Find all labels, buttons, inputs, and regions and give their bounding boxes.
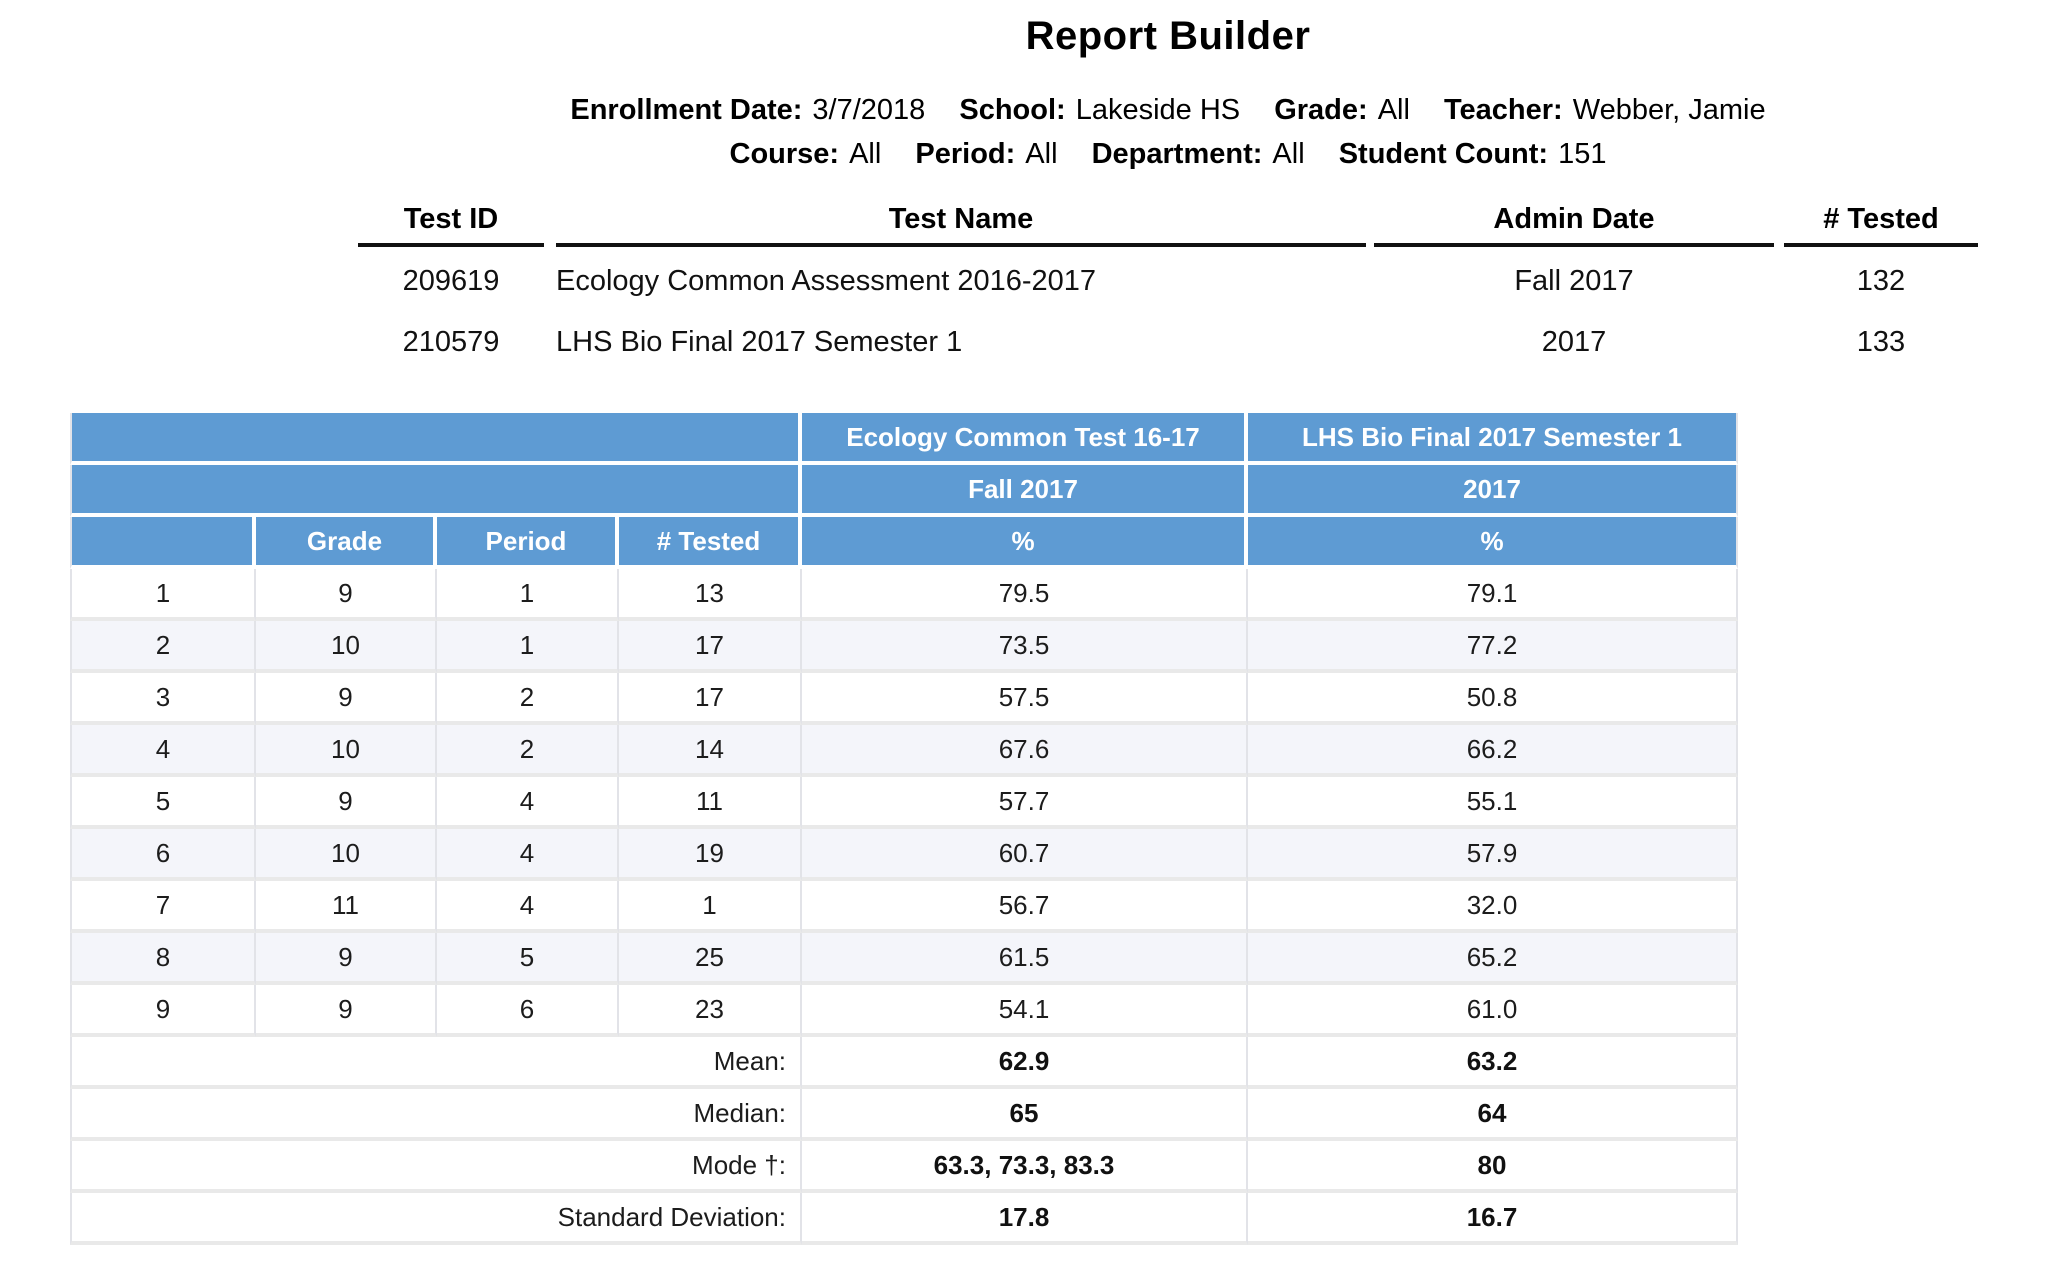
summary-label: Mode †: bbox=[70, 1141, 802, 1193]
meta-enrollment-date bbox=[570, 94, 925, 126]
grade-cell: 11 bbox=[256, 881, 437, 933]
column-gap bbox=[544, 202, 556, 245]
percent-test2-cell: 66.2 bbox=[1248, 725, 1738, 777]
header-spacer-cell bbox=[70, 413, 802, 465]
meta-label: School: bbox=[959, 94, 1066, 126]
tested-cell: 17 bbox=[619, 673, 802, 725]
test-list-header-test-id: Test ID bbox=[358, 202, 544, 245]
meta-label: Grade: bbox=[1274, 94, 1368, 126]
results-row bbox=[70, 985, 1738, 1037]
meta-grade bbox=[1274, 94, 1410, 126]
percent-test1-cell: 56.7 bbox=[802, 881, 1248, 933]
test-list-table bbox=[358, 202, 1978, 369]
tested-cell: 17 bbox=[619, 621, 802, 673]
results-row bbox=[70, 829, 1738, 881]
meta-label: Student Count: bbox=[1338, 138, 1549, 170]
percent-test1-cell: 60.7 bbox=[802, 829, 1248, 881]
column-gap bbox=[544, 307, 556, 369]
column-gap bbox=[1774, 245, 1784, 307]
test-list-row bbox=[358, 245, 1978, 307]
results-row bbox=[70, 933, 1738, 985]
grade-cell: 10 bbox=[256, 829, 437, 881]
grade-cell: 9 bbox=[256, 673, 437, 725]
summary-label: Median: bbox=[70, 1089, 802, 1141]
meta-label: Period: bbox=[915, 138, 1016, 170]
test-name: LHS Bio Final 2017 Semester 1 bbox=[556, 325, 963, 358]
meta-label: Enrollment Date: bbox=[570, 94, 803, 126]
header-percent-test2: % bbox=[1248, 517, 1738, 569]
row-number: 2 bbox=[70, 621, 256, 673]
meta-value: All bbox=[849, 138, 882, 170]
results-row bbox=[70, 621, 1738, 673]
percent-test2-cell: 77.2 bbox=[1248, 621, 1738, 673]
tested-cell: 13 bbox=[619, 569, 802, 621]
grade-cell: 9 bbox=[256, 569, 437, 621]
column-gap bbox=[1774, 307, 1784, 369]
row-number: 9 bbox=[70, 985, 256, 1037]
column-gap bbox=[1366, 245, 1374, 307]
grade-cell: 9 bbox=[256, 985, 437, 1037]
results-row bbox=[70, 569, 1738, 621]
header-grade: Grade bbox=[256, 517, 437, 569]
grade-cell: 9 bbox=[256, 933, 437, 985]
period-cell: 5 bbox=[437, 933, 619, 985]
results-row bbox=[70, 725, 1738, 777]
period-cell: 2 bbox=[437, 673, 619, 725]
row-number: 8 bbox=[70, 933, 256, 985]
percent-test2-cell: 79.1 bbox=[1248, 569, 1738, 621]
meta-label: Department: bbox=[1091, 138, 1263, 170]
percent-test1-cell: 54.1 bbox=[802, 985, 1248, 1037]
test-name: Ecology Common Assessment 2016-2017 bbox=[556, 264, 1097, 297]
header-percent-test1: % bbox=[802, 517, 1248, 569]
meta-label: Teacher: bbox=[1443, 94, 1563, 126]
period-cell: 1 bbox=[437, 569, 619, 621]
grade-cell: 10 bbox=[256, 621, 437, 673]
tested-cell: 23 bbox=[619, 985, 802, 1037]
meta-value: All bbox=[1025, 138, 1058, 170]
meta-department bbox=[1092, 138, 1305, 170]
tested-cell: 14 bbox=[619, 725, 802, 777]
summary-label: Standard Deviation: bbox=[70, 1193, 802, 1245]
test-admin-date: Fall 2017 bbox=[1514, 264, 1634, 297]
summary-label: Mean: bbox=[70, 1037, 802, 1089]
header-row-number bbox=[70, 517, 256, 569]
tested-cell: 11 bbox=[619, 777, 802, 829]
period-cell: 4 bbox=[437, 829, 619, 881]
results-table bbox=[70, 413, 1738, 1245]
summary-row-median bbox=[70, 1089, 1738, 1141]
row-number: 4 bbox=[70, 725, 256, 777]
percent-test2-cell: 61.0 bbox=[1248, 985, 1738, 1037]
summary-value-test1: 65 bbox=[802, 1089, 1248, 1141]
test-list-row bbox=[358, 307, 1978, 369]
header-period: Period bbox=[437, 517, 619, 569]
period-cell: 1 bbox=[437, 621, 619, 673]
percent-test1-cell: 79.5 bbox=[802, 569, 1248, 621]
percent-test1-cell: 57.7 bbox=[802, 777, 1248, 829]
results-row bbox=[70, 673, 1738, 725]
meta-value: Webber, Jamie bbox=[1572, 94, 1766, 126]
period-cell: 4 bbox=[437, 881, 619, 933]
grade-cell: 9 bbox=[256, 777, 437, 829]
percent-test2-cell: 65.2 bbox=[1248, 933, 1738, 985]
test-id: 210579 bbox=[402, 325, 500, 358]
percent-test1-cell: 61.5 bbox=[802, 933, 1248, 985]
period-cell: 4 bbox=[437, 777, 619, 829]
row-number: 3 bbox=[70, 673, 256, 725]
percent-test1-cell: 67.6 bbox=[802, 725, 1248, 777]
meta-value: 151 bbox=[1558, 138, 1607, 170]
test-list-header-admin-date: Admin Date bbox=[1374, 202, 1774, 245]
header-num-tested: # Tested bbox=[619, 517, 802, 569]
meta-value: 3/7/2018 bbox=[812, 94, 926, 126]
report-header-section bbox=[288, 0, 2048, 369]
summary-row-mean bbox=[70, 1037, 1738, 1089]
percent-test1-cell: 57.5 bbox=[802, 673, 1248, 725]
test-list-header-test-name: Test Name bbox=[556, 202, 1366, 245]
results-row bbox=[70, 881, 1738, 933]
percent-test1-cell: 73.5 bbox=[802, 621, 1248, 673]
results-test2-admin: 2017 bbox=[1248, 465, 1738, 517]
meta-school bbox=[959, 94, 1240, 126]
test-id: 209619 bbox=[402, 264, 500, 297]
period-cell: 2 bbox=[437, 725, 619, 777]
report-meta-line-1 bbox=[288, 90, 2048, 130]
grade-cell: 10 bbox=[256, 725, 437, 777]
percent-test2-cell: 32.0 bbox=[1248, 881, 1738, 933]
test-list-header-num-tested: # Tested bbox=[1784, 202, 1978, 245]
percent-test2-cell: 57.9 bbox=[1248, 829, 1738, 881]
test-num-tested: 133 bbox=[1856, 325, 1906, 358]
summary-row-mode bbox=[70, 1141, 1738, 1193]
results-row bbox=[70, 777, 1738, 829]
row-number: 6 bbox=[70, 829, 256, 881]
results-test1-name: Ecology Common Test 16-17 bbox=[802, 413, 1248, 465]
column-gap bbox=[1366, 307, 1374, 369]
summary-value-test2: 64 bbox=[1248, 1089, 1738, 1141]
summary-value-test2: 63.2 bbox=[1248, 1037, 1738, 1089]
summary-value-test2: 16.7 bbox=[1248, 1193, 1738, 1245]
test-num-tested: 132 bbox=[1856, 264, 1906, 297]
summary-value-test2: 80 bbox=[1248, 1141, 1738, 1193]
results-column-header-row bbox=[70, 517, 1738, 569]
period-cell: 6 bbox=[437, 985, 619, 1037]
summary-row-standard-deviation bbox=[70, 1193, 1738, 1245]
column-gap bbox=[1774, 202, 1784, 245]
results-test2-name: LHS Bio Final 2017 Semester 1 bbox=[1248, 413, 1738, 465]
row-number: 7 bbox=[70, 881, 256, 933]
results-test1-admin: Fall 2017 bbox=[802, 465, 1248, 517]
page-title: Report Builder bbox=[1025, 14, 1311, 58]
percent-test2-cell: 55.1 bbox=[1248, 777, 1738, 829]
test-admin-date: 2017 bbox=[1541, 325, 1607, 358]
meta-course bbox=[730, 138, 882, 170]
meta-value: Lakeside HS bbox=[1075, 94, 1241, 126]
meta-value: All bbox=[1377, 94, 1410, 126]
meta-student-count bbox=[1339, 138, 1607, 170]
tested-cell: 25 bbox=[619, 933, 802, 985]
test-list-header-row bbox=[358, 202, 1978, 245]
tested-cell: 1 bbox=[619, 881, 802, 933]
row-number: 5 bbox=[70, 777, 256, 829]
tested-cell: 19 bbox=[619, 829, 802, 881]
meta-period bbox=[915, 138, 1057, 170]
meta-value: All bbox=[1272, 138, 1305, 170]
results-admin-date-row bbox=[70, 465, 1738, 517]
results-test-name-row bbox=[70, 413, 1738, 465]
summary-value-test1: 62.9 bbox=[802, 1037, 1248, 1089]
header-spacer-cell bbox=[70, 465, 802, 517]
percent-test2-cell: 50.8 bbox=[1248, 673, 1738, 725]
column-gap bbox=[544, 245, 556, 307]
meta-label: Course: bbox=[729, 138, 840, 170]
column-gap bbox=[1366, 202, 1374, 245]
row-number: 1 bbox=[70, 569, 256, 621]
report-meta-line-2 bbox=[288, 134, 2048, 174]
meta-teacher bbox=[1444, 94, 1766, 126]
summary-value-test1: 63.3, 73.3, 83.3 bbox=[802, 1141, 1248, 1193]
summary-value-test1: 17.8 bbox=[802, 1193, 1248, 1245]
